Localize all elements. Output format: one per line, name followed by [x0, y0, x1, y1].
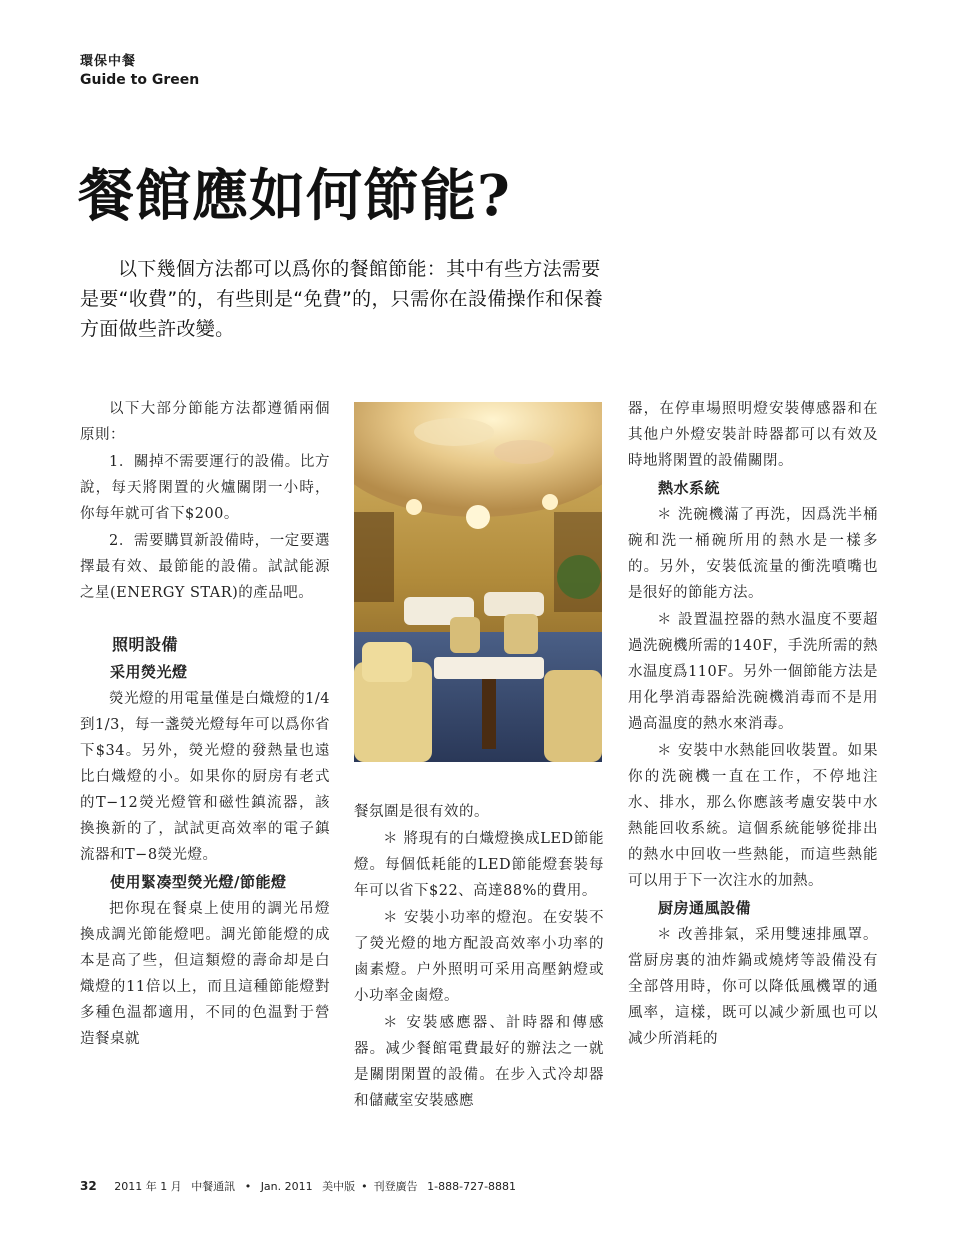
paragraph: ＊ 安裝感應器、計時器和傳感器。减少餐館電費最好的辦法之一就是關閉閑置的設備。在步入式冷却器和儲藏室安裝感應	[354, 1015, 604, 1109]
lede-paragraph: 以下幾個方法都可以爲你的餐館節能：其中有些方法需要是要“收費”的，有些則是“免費”的，只需你在設備操作和保養方面做些許改變。	[80, 258, 604, 340]
article-column-1	[80, 396, 330, 1053]
article-column-3	[628, 396, 878, 1053]
issue-date: 2011 年 1 月	[114, 1180, 182, 1193]
paragraph: ＊ 安裝小功率的燈泡。在安裝不了熒光燈的地方配設高效率小功率的鹵素燈。户外照明可采用高壓鈉燈或小功率金鹵燈。	[354, 910, 604, 1004]
paragraph: ＊ 安裝中水熱能回收裝置。如果你的洗碗機一直在工作，不停地注水、排水，那么你應該考慮安裝中水熱能回收系統。這個系統能够從排出的熱水中回收一些熱能，而這些熱能可以用于下一次注水的加熱。	[628, 743, 878, 889]
paragraph: 把你現在餐桌上使用的調光吊燈換成調光節能燈吧。調光節能燈的成本是高了些，但這類燈的壽命却是白熾燈的11倍以上，而且這種節能燈對多種色温都適用，不同的色温對于營造餐桌就	[80, 901, 330, 1047]
paragraph: ＊ 設置温控器的熱水温度不要超過洗碗機所需的140F，手洗所需的熱水温度爲110F。另外一個節能方法是用化學消毒器給洗碗機消毒而不是用過高温度的熱水來消毒。	[628, 612, 878, 732]
paragraph: ＊ 改善排氣，采用雙速排風罩。當厨房裏的油炸鍋或燒烤等設備没有全部啓用時，你可以降低風機罩的通風率，這樣，既可以减少新風也可以减少所消耗的	[628, 927, 878, 1047]
subheading-fluorescent: 采用熒光燈	[110, 663, 188, 681]
subheading-kitchen-ventilation: 厨房通風設備	[658, 899, 752, 917]
page-title: 餐館應如何節能?	[78, 163, 511, 229]
restaurant-photo	[354, 402, 602, 762]
subheading-hot-water: 熱水系統	[658, 479, 721, 497]
bullet-separator: •	[361, 1180, 368, 1193]
subheading-lighting: 照明設備	[112, 635, 179, 654]
advertising-label: 刊登廣告	[373, 1180, 418, 1193]
edition: 美中版	[322, 1180, 356, 1193]
paragraph: 餐氛圍是很有效的。	[354, 804, 489, 820]
subheading-compact-fluorescent: 使用緊凑型熒光燈/節能燈	[110, 873, 287, 891]
paragraph: 以下大部分節能方法都遵循兩個原則：	[80, 401, 330, 443]
section-label-zh: 環保中餐	[80, 54, 137, 69]
paragraph: ＊ 洗碗機滿了再洗，因爲洗半桶碗和洗一桶碗所用的熱水是一樣多的。另外，安裝低流量的衝洗噴嘴也是很好的節能方法。	[628, 507, 878, 601]
page-number: 32	[80, 1179, 97, 1193]
publication-name: 中餐通訊	[191, 1180, 236, 1193]
paragraph: 2．需要購買新設備時，一定要選擇最有效、最節能的設備。試試能源之星(ENERGY STAR)的產品吧。	[80, 533, 330, 601]
section-label-en: Guide to Green	[80, 72, 200, 88]
paragraph: 熒光燈的用電量僅是白熾燈的1/4到1/3，每一盞熒光燈每年可以爲你省下$34。另外，熒光燈的發熱量也遠比白熾燈的小。如果你的厨房有老式的T−12熒光燈管和磁性鎮流器，該換換新的了，試試更高效率的電子鎮流器和T−8熒光燈。	[80, 691, 330, 863]
paragraph: ＊ 將現有的白熾燈換成LED節能燈。每個低耗能的LED節能燈套裝每年可以省下$22、高達88%的費用。	[354, 831, 604, 899]
page-footer	[80, 1178, 522, 1195]
article-column-2	[354, 799, 604, 1115]
section-tag	[80, 52, 199, 90]
bullet-separator: •	[244, 1180, 252, 1193]
issue-date-en: Jan. 2011	[260, 1180, 313, 1193]
paragraph: 1．關掉不需要運行的設備。比方說，每天將閑置的火爐關閉一小時，你每年就可省下$200。	[80, 454, 330, 522]
paragraph: 器，在停車場照明燈安裝傳感器和在其他户外燈安裝計時器都可以有效及時地將閑置的設備關閉。	[628, 401, 878, 469]
phone-number: 1-888-727-8881	[427, 1180, 517, 1193]
